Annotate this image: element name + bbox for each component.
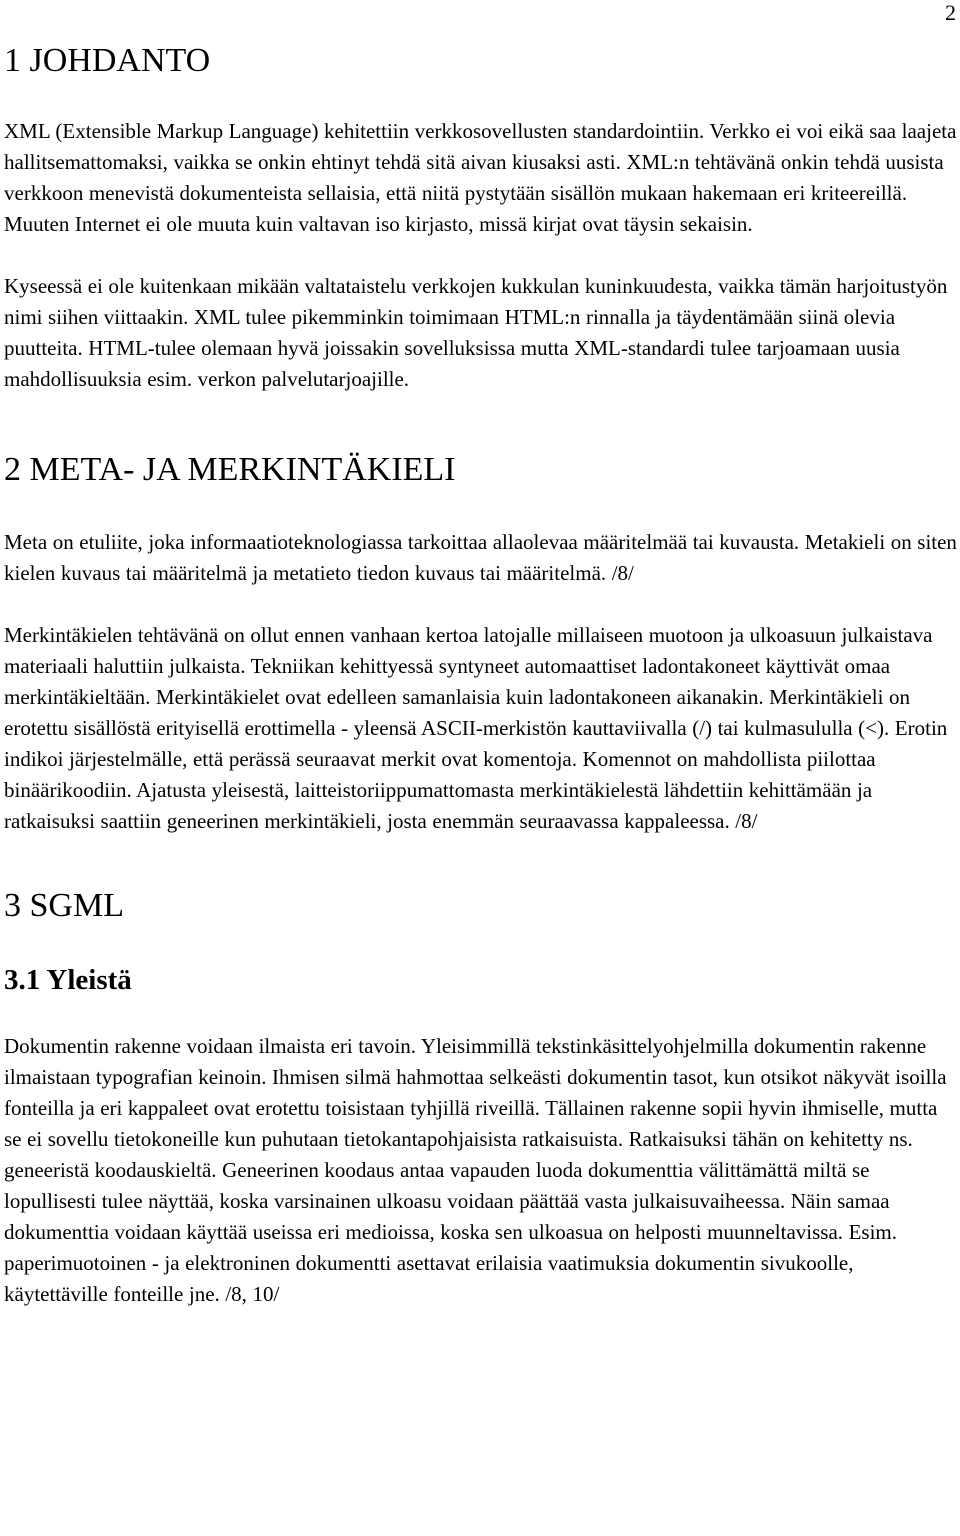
subsection-heading-yleista: 3.1 Yleistä [4, 964, 132, 996]
section-heading-meta-ja-merkintakieli: 2 META- JA MERKINTÄKIELI [4, 451, 456, 488]
section-heading-sgml: 3 SGML [4, 887, 124, 924]
paragraph-meta-2: Merkintäkielen tehtävänä on ollut ennen vanhaan kertoa latojalle millaiseen muotoon ja ulkoasuun julkaistava materiaali haluttiin julkaista. Tekniikan kehittyessä syntyneet automaattiset ladontakoneet käyttivät omaa merkintäkieltään. Merkintäkielet ovat edelleen samanlaisia kuin ladontakoneen aikanakin. Merkintäkieli on erotettu sisällöstä erityisellä erottimella - yleensä ASCII-merkistön kauttaviivalla (/) tai kulmasululla (<). Erotin indikoi järjestelmälle, että perässä seuraavat merkit ovat komentoja. Komennot on mahdollista piilottaa binäärikoodiin. Ajatusta yleisestä, laitteistoriippumattomasta merkintäkielestä lähdettiin kehittämään ja ratkaisuksi saattiin geneerinen merkintäkieli, josta enemmän seuraavassa kappaleessa. /8/ [4, 623, 948, 833]
paragraph-johdanto-2: Kyseessä ei ole kuitenkaan mikään valtataistelu verkkojen kukkulan kuninkuudesta, vaikka tämän harjoitustyön nimi siihen viittaakin. XML tulee pikemminkin toimimaan HTML:n rinnalla ja täydentämään siinä olevia puutteita. HTML-tulee olemaan hyvä joissakin sovelluksissa mutta XML-standardi tulee tarjoamaan uusia mahdollisuuksia esim. verkon palvelutarjoajille. [4, 274, 948, 391]
section-heading-johdanto: 1 JOHDANTO [4, 42, 211, 79]
paragraph-yleista-1: Dokumentin rakenne voidaan ilmaista eri tavoin. Yleisimmillä tekstinkäsittelyohjelmilla dokumentin rakenne ilmaistaan typografian keinoin. Ihmisen silmä hahmottaa selkeästi dokumentin tasot, kun otsikot näkyvät isoilla fonteilla ja eri kappaleet ovat erotettu toisistaan tyhjillä riveillä. Tällainen rakenne sopii hyvin ihmiselle, mutta se ei sovellu tietokoneille kun puhutaan tietokantapohjaisista ratkaisuista. Ratkaisuksi tähän on kehitetty ns. geneeristä koodauskieltä. Geneerinen koodaus antaa vapauden luoda dokumenttia välittämättä miltä se lopullisesti tulee näyttää, koska varsinainen ulkoasu voidaan päättää vasta julkaisuvaiheessa. Näin samaa dokumenttia voidaan käyttää useissa eri medioissa, koska sen ulkoasua on helposti muunneltavissa. Esim. paperimuotoinen - ja elektroninen dokumentti asettavat erilaisia vaatimuksia dokumentin sivukoolle, käytettäville fonteille jne. /8, 10/ [4, 1034, 947, 1306]
paragraph-meta-1: Meta on etuliite, joka informaatioteknologiassa tarkoittaa allaolevaa määritelmää tai kuvausta. Metakieli on siten kielen kuvaus tai määritelmä ja metatieto tiedon kuvaus tai määritelmä. /8/ [4, 530, 957, 585]
page-number: 2 [945, 0, 956, 25]
document-body [4, 38, 958, 1310]
paragraph-johdanto-1: XML (Extensible Markup Language) kehitettiin verkkosovellusten standardointiin. Verkko ei voi eikä saa laajeta hallitsemattomaksi, vaikka se onkin ehtinyt tehdä sitä aivan kiusaksi asti. XML:n tehtävänä onkin tehdä uusista verkkoon menevistä dokumenteista sellaisia, että niitä pystytään sisällön mukaan hakemaan eri kriteereillä. Muuten Internet ei ole muuta kuin valtavan iso kirjasto, missä kirjat ovat täysin sekaisin. [4, 119, 957, 236]
